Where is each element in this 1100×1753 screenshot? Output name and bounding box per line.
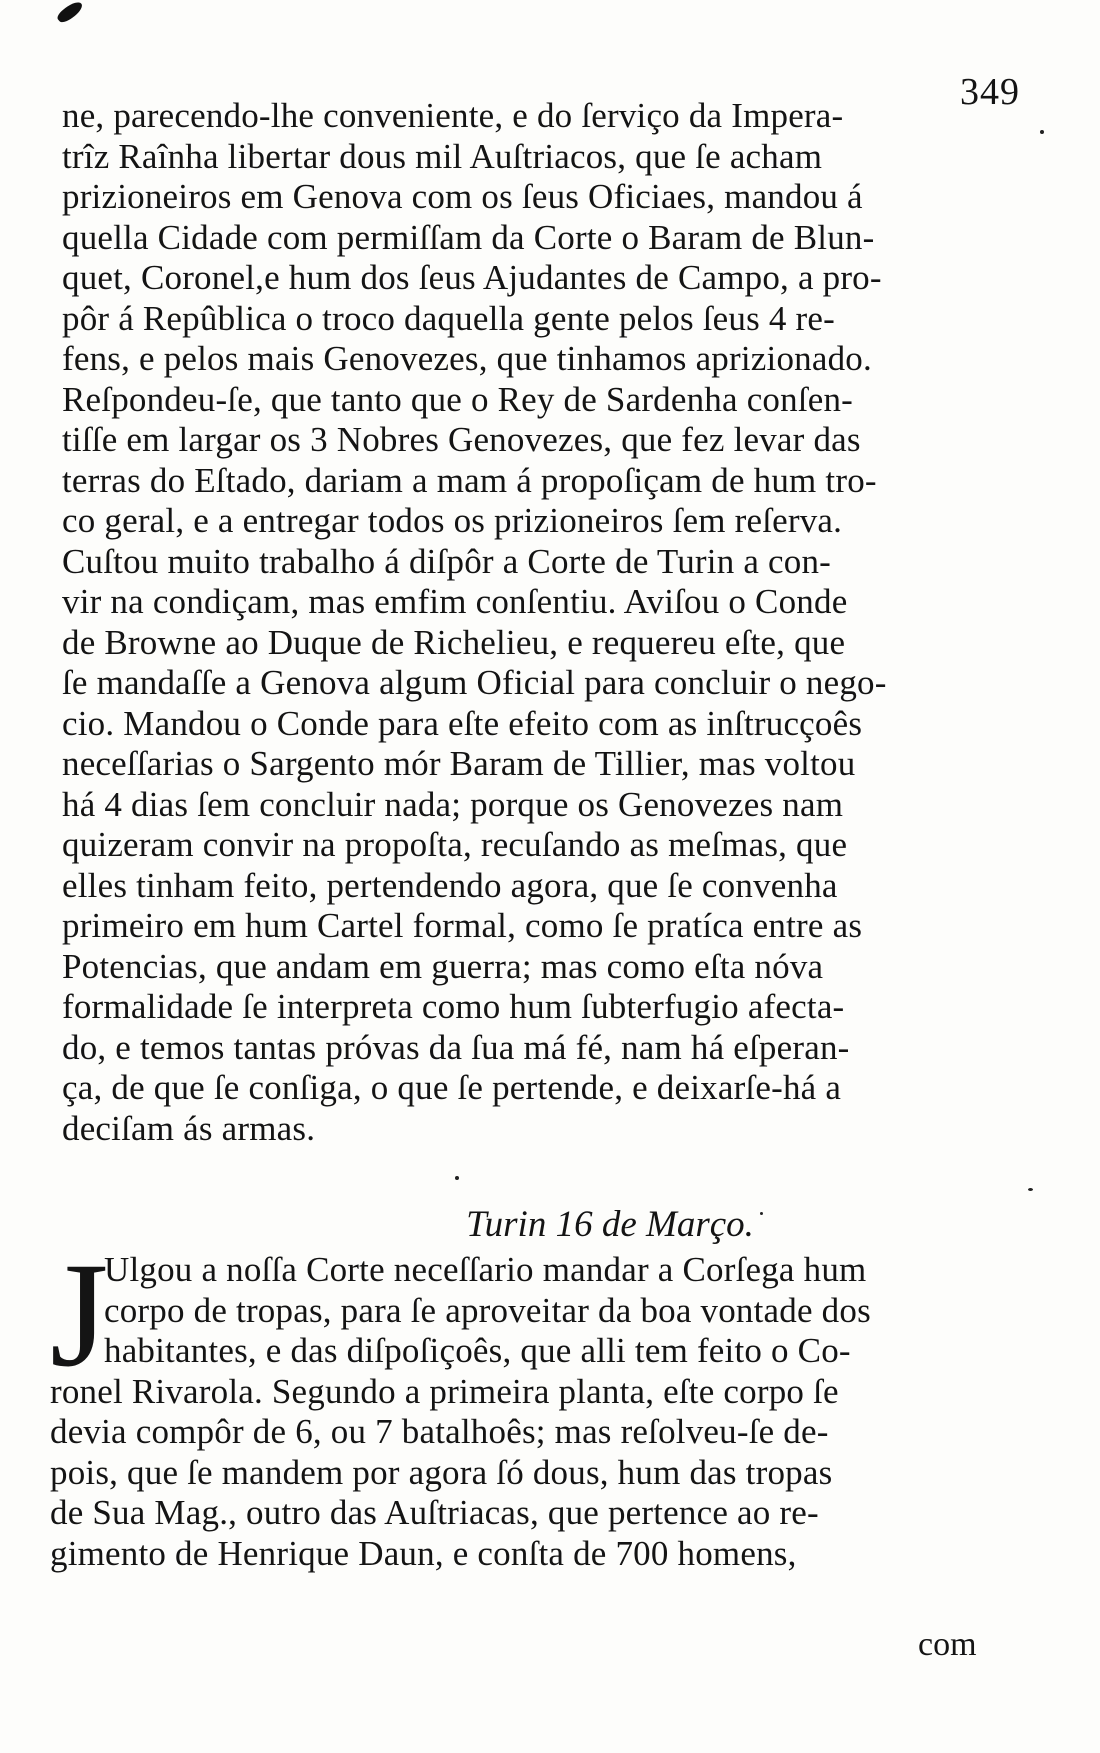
text-line: Cuſtou muito trabalho á diſpôr a Corte de Turin a con- xyxy=(62,541,832,581)
text-line: ne, parecendo-lhe conveniente, e do ſerviço da Impera- xyxy=(62,96,844,135)
text-line: neceſſarias o Sargento mór Baram de Tillier, mas voltou xyxy=(62,744,856,783)
print-speck xyxy=(1040,130,1044,134)
paragraph-2 xyxy=(50,1232,1040,1574)
text-line: quet, Coronel,e hum dos ſeus Ajudantes de Campo, a pro- xyxy=(62,258,882,297)
text-line: cio. Mandou o Conde para eſte efeito com as inſtrucçoês xyxy=(62,703,863,743)
text-line: fens, e pelos mais Genovezes, que tinhamos aprizionado. xyxy=(62,339,872,378)
paragraph-1 xyxy=(62,96,1042,1149)
text-line: tiſſe em largar os 3 Nobres Genovezes, que fez levar das xyxy=(62,420,861,459)
paragraph-2-lines xyxy=(50,1232,1040,1574)
text-line: devia compôr de 6, ou 7 batalhoês; mas reſolveu-ſe de- xyxy=(50,1412,829,1451)
text-line: deciſam ás armas. xyxy=(62,1108,316,1148)
text-line: quella Cidade com permiſſam da Corte o Baram de Blun- xyxy=(62,217,875,257)
print-speck xyxy=(760,1212,763,1215)
catchword: com xyxy=(918,1626,977,1663)
text-line: de Sua Mag., outro das Auſtriacas, que pertence ao re- xyxy=(50,1493,819,1532)
text-line: ça, de que ſe conſiga, o que ſe pertende, e deixarſe-há a xyxy=(62,1068,842,1107)
text-line: Ulgou a noſſa Corte neceſſario mandar a Corſega hum xyxy=(104,1250,867,1289)
dateline-heading: Turin 16 de Março. xyxy=(466,1204,754,1245)
text-line: formalidade ſe interpreta como hum ſubterfugio afecta- xyxy=(62,987,845,1026)
text-line: pôr á Repûblica o troco daquella gente pelos ſeus 4 re- xyxy=(62,298,835,338)
text-line: co geral, e a entregar todos os prizioneiros ſem reſerva. xyxy=(62,501,843,540)
text-line: elles tinham feito, pertendendo agora, que ſe convenha xyxy=(62,865,838,905)
text-line: vir na condiçam, mas emfim conſentiu. Aviſou o Conde xyxy=(62,582,848,621)
page-number: 349 xyxy=(960,71,1020,113)
text-line: primeiro em hum Cartel formal, como ſe pratíca entre as xyxy=(62,906,863,945)
drop-cap: J xyxy=(50,1232,109,1398)
text-line: há 4 dias ſem concluir nada; porque os Genovezes nam xyxy=(62,784,844,824)
text-line: corpo de tropas, para ſe aproveitar da boa vontade dos xyxy=(104,1290,871,1330)
text-line: terras do Eſtado, dariam a mam á propoſiçam de hum tro- xyxy=(62,460,877,500)
ink-blot-mark xyxy=(55,0,84,25)
print-speck xyxy=(455,1176,459,1180)
text-line: trîz Raînha libertar dous mil Auſtriacos, que ſe acham xyxy=(62,136,823,176)
text-line: gimento de Henrique Daun, e conſta de 700 homens, xyxy=(50,1533,797,1573)
text-line: Reſpondeu-ſe, que tanto que o Rey de Sardenha conſen- xyxy=(62,379,854,419)
text-line: ronel Rivarola. Segundo a primeira planta, eſte corpo ſe xyxy=(50,1371,839,1411)
text-line: de Browne ao Duque de Richelieu, e requereu eſte, que xyxy=(62,622,846,662)
text-line: quizeram convir na propoſta, recuſando as meſmas, que xyxy=(62,825,848,864)
text-line: habitantes, e das diſpoſiçoês, que alli tem feito o Co- xyxy=(104,1331,851,1370)
print-speck xyxy=(1028,1188,1033,1191)
text-line: prizioneiros em Genova com os ſeus Oficiaes, mandou á xyxy=(62,177,863,216)
text-line: do, e temos tantas próvas da ſua má fé, nam há eſperan- xyxy=(62,1027,850,1067)
text-line: Potencias, que andam em guerra; mas como eſta nóva xyxy=(62,946,824,986)
text-line: ſe mandaſſe a Genova algum Oficial para concluir o nego- xyxy=(62,663,887,702)
text-line: pois, que ſe mandem por agora ſó dous, hum das tropas xyxy=(50,1452,833,1492)
